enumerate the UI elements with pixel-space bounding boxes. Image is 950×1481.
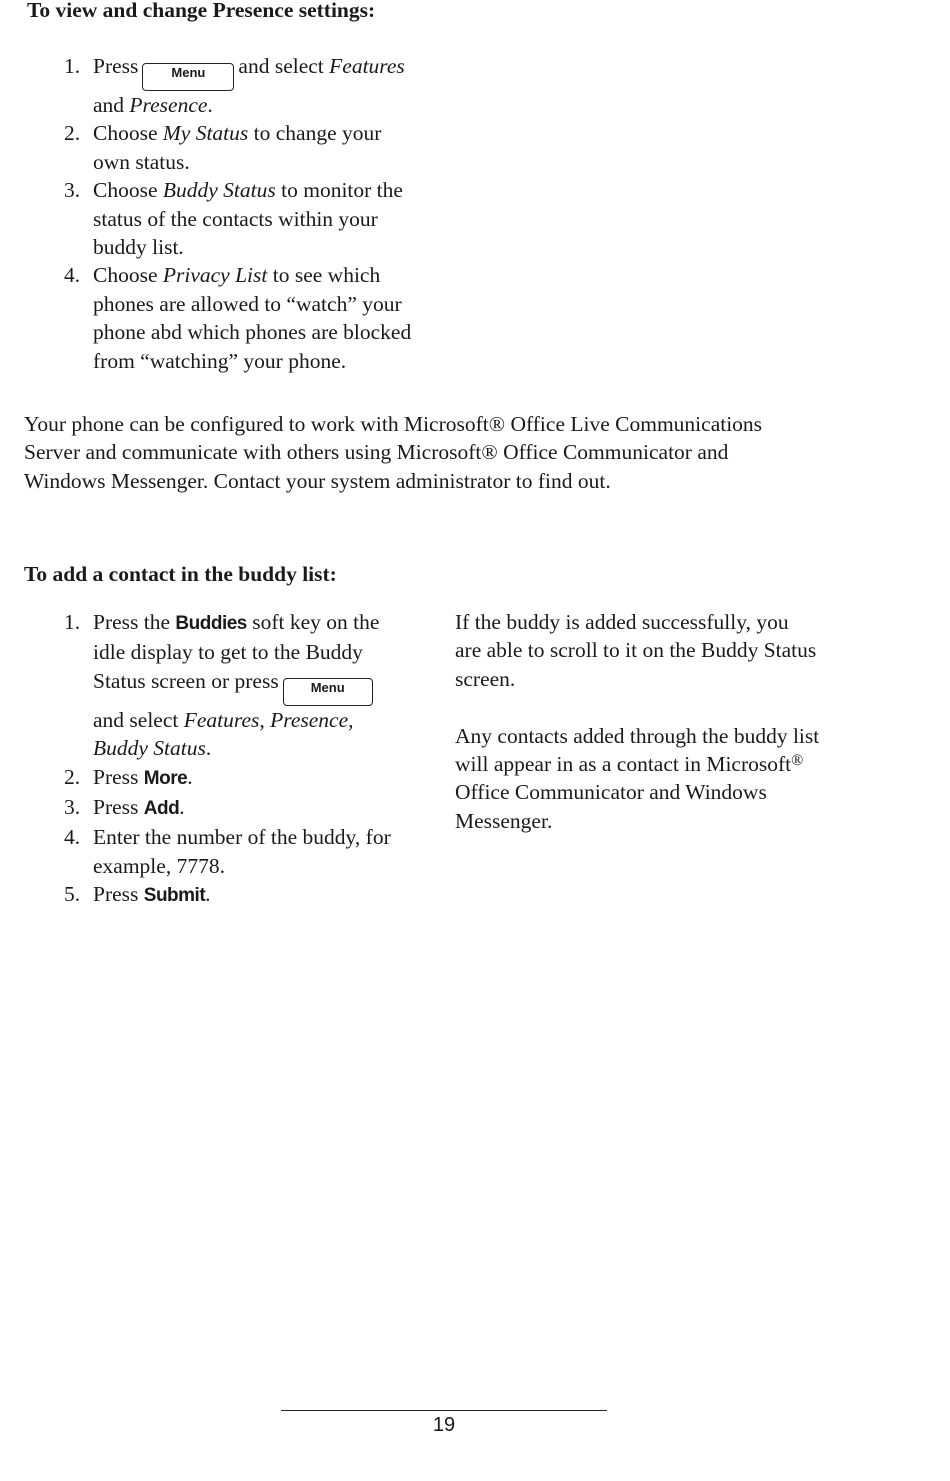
list-item: 4. Choose Privacy List to see which phones are allowed to “watch” your phone abd which phones are blocked from “watching” your phone.: [64, 263, 412, 373]
buddies-softkey-label: Buddies: [175, 613, 247, 634]
list-item: 3. Choose Buddy Status to monitor the status of the contacts within your buddy list.: [64, 178, 403, 260]
menu-key-icon: Menu: [142, 63, 234, 91]
more-softkey-label: More: [143, 767, 188, 789]
list-item: 3. Press Add.: [64, 795, 185, 820]
list-item: 4. Enter the number of the buddy, for example, 7778.: [64, 825, 391, 878]
buddy-steps-list: [24, 608, 444, 911]
buddy-notes: [455, 608, 925, 835]
intro-paragraph: Your phone can be configured to work with Microsoft® Office Live Communications Server and communicate with others using Microsoft® Office Communicator and Windows Messenger. Contact your system administrator to find out.: [24, 412, 763, 493]
note-paragraph-success: If the buddy is added successfully, you are able to scroll to it on the Buddy Status screen.: [455, 610, 817, 691]
note-paragraph-contacts: Any contacts added through the buddy list will appear in as a contact in Microsoft® Office Communicator and Windows Messenger.: [455, 723, 820, 833]
menu-key-icon: Menu: [283, 678, 373, 706]
presence-steps-list: [24, 52, 464, 375]
add-softkey-label: Add: [143, 798, 180, 820]
footer-rule: [281, 1410, 607, 1411]
list-item: 2. Choose My Status to change your own status.: [64, 121, 382, 174]
list-item: 5. Press Submit.: [64, 882, 211, 907]
submit-softkey-label: Submit: [143, 885, 206, 907]
section-heading-presence: To view and change Presence settings:: [27, 0, 376, 22]
list-item: 1. Press Menu and select Features and Presence.: [64, 54, 405, 117]
page-number: 19: [432, 1414, 456, 1436]
section-heading-buddy-list: To add a contact in the buddy list:: [24, 562, 337, 586]
list-item: 1. Press the Buddies soft key on the idle display to get to the Buddy Status screen or press Menu and select Features, Presence, Buddy Status.: [64, 610, 380, 761]
list-item: 2. Press More.: [64, 764, 193, 789]
